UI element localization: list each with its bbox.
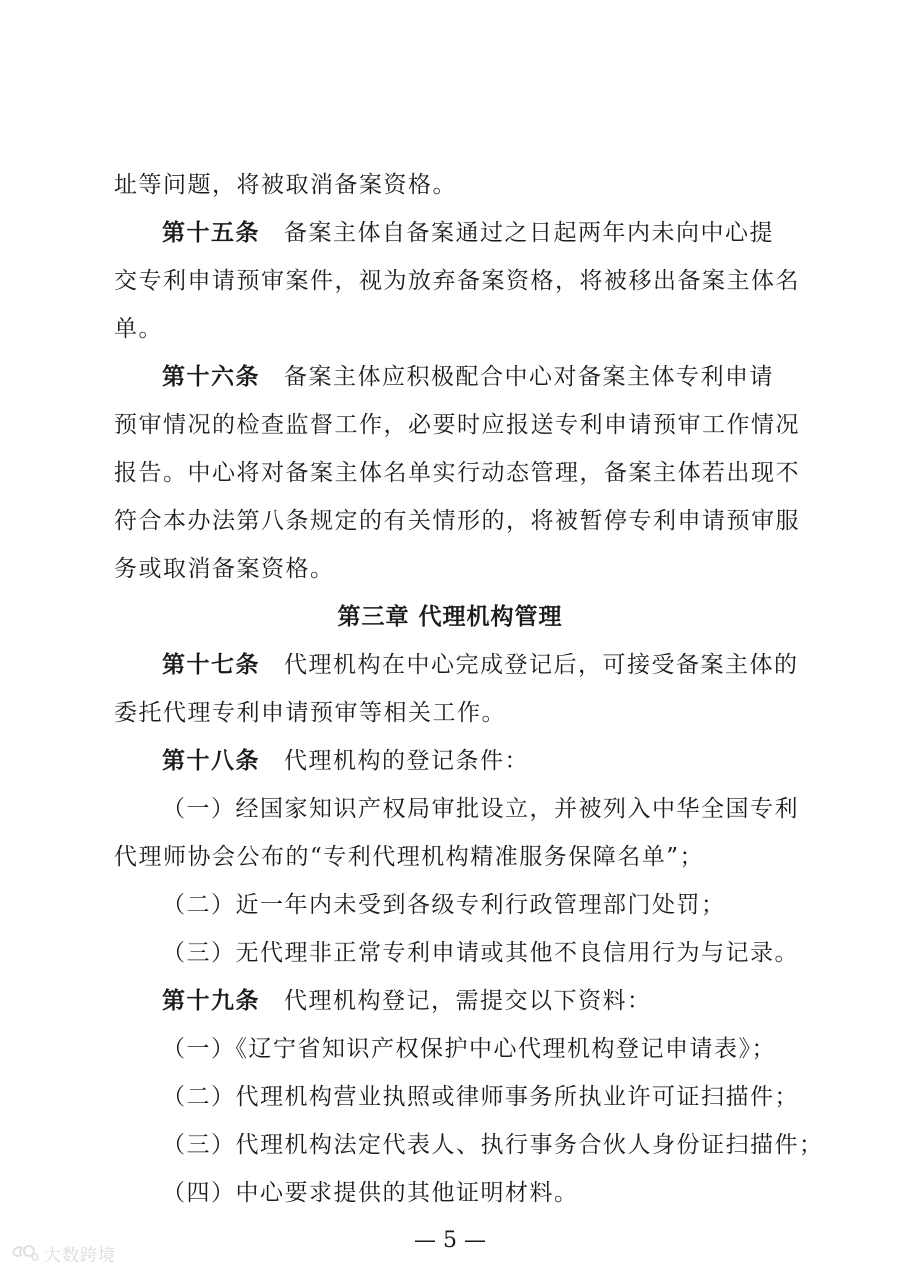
article-17-text: 代理机构在中心完成登记后，可接受备案主体的 bbox=[284, 652, 799, 678]
paragraph-line: 务或取消备案资格。 bbox=[114, 556, 335, 582]
article-16-title: 第十六条 bbox=[162, 364, 260, 390]
paragraph-line: 址等问题，将被取消备案资格。 bbox=[114, 172, 457, 198]
article-18-title: 第十八条 bbox=[162, 748, 260, 774]
article-15-title: 第十五条 bbox=[162, 220, 260, 246]
article-16-line bbox=[162, 362, 794, 392]
paragraph-line: 预审情况的检查监督工作，必要时应报送专利申请预审工作情况 bbox=[114, 412, 800, 438]
list-item: （四）中心要求提供的其他证明材料。 bbox=[162, 1180, 579, 1206]
paragraph-line: 符合本办法第八条规定的有关情形的，将被暂停专利申请预审服 bbox=[114, 508, 800, 534]
article-19-text: 代理机构登记，需提交以下资料： bbox=[284, 988, 652, 1014]
paragraph-line: 报告。中心将对备案主体名单实行动态管理，备案主体若出现不 bbox=[114, 460, 800, 486]
article-19-title: 第十九条 bbox=[162, 988, 260, 1014]
paragraph-line: 交专利申请预审案件，视为放弃备案资格，将被移出备案主体名 bbox=[114, 268, 800, 294]
article-18-line bbox=[162, 746, 794, 776]
article-15-line bbox=[162, 218, 794, 248]
article-15-text: 备案主体自备案通过之日起两年内未向中心提 bbox=[284, 220, 774, 246]
paragraph-line: 单。 bbox=[114, 316, 163, 342]
list-item: （二）代理机构营业执照或律师事务所执业许可证扫描件； bbox=[162, 1084, 799, 1110]
list-item: （一）经国家知识产权局审批设立，并被列入中华全国专利 bbox=[162, 796, 799, 822]
article-19-line bbox=[162, 986, 794, 1016]
page-number: — 5 — bbox=[414, 1228, 486, 1253]
paragraph-line: 委托代理专利申请预审等相关工作。 bbox=[114, 700, 506, 726]
list-item: （三）无代理非正常专利申请或其他不良信用行为与记录。 bbox=[162, 940, 799, 966]
list-item: （一）《辽宁省知识产权保护中心代理机构登记申请表》； bbox=[162, 1036, 776, 1062]
paragraph-line: 代理师协会公布的“专利代理机构精准服务保障名单”； bbox=[114, 844, 705, 870]
article-17-title: 第十七条 bbox=[162, 652, 260, 678]
list-item: （二）近一年内未受到各级专利行政管理部门处罚； bbox=[162, 892, 726, 918]
chapter-heading: 第三章 代理机构管理 bbox=[337, 604, 563, 630]
list-item: （三）代理机构法定代表人、执行事务合伙人身份证扫描件； bbox=[162, 1132, 824, 1158]
article-17-line bbox=[162, 650, 799, 680]
article-16-text: 备案主体应积极配合中心对备案主体专利申请 bbox=[284, 364, 774, 390]
watermark-logo-icon bbox=[10, 1242, 40, 1264]
watermark-text: 大数跨境 bbox=[44, 1245, 116, 1266]
article-18-text: 代理机构的登记条件： bbox=[284, 748, 529, 774]
watermark bbox=[10, 1240, 116, 1266]
